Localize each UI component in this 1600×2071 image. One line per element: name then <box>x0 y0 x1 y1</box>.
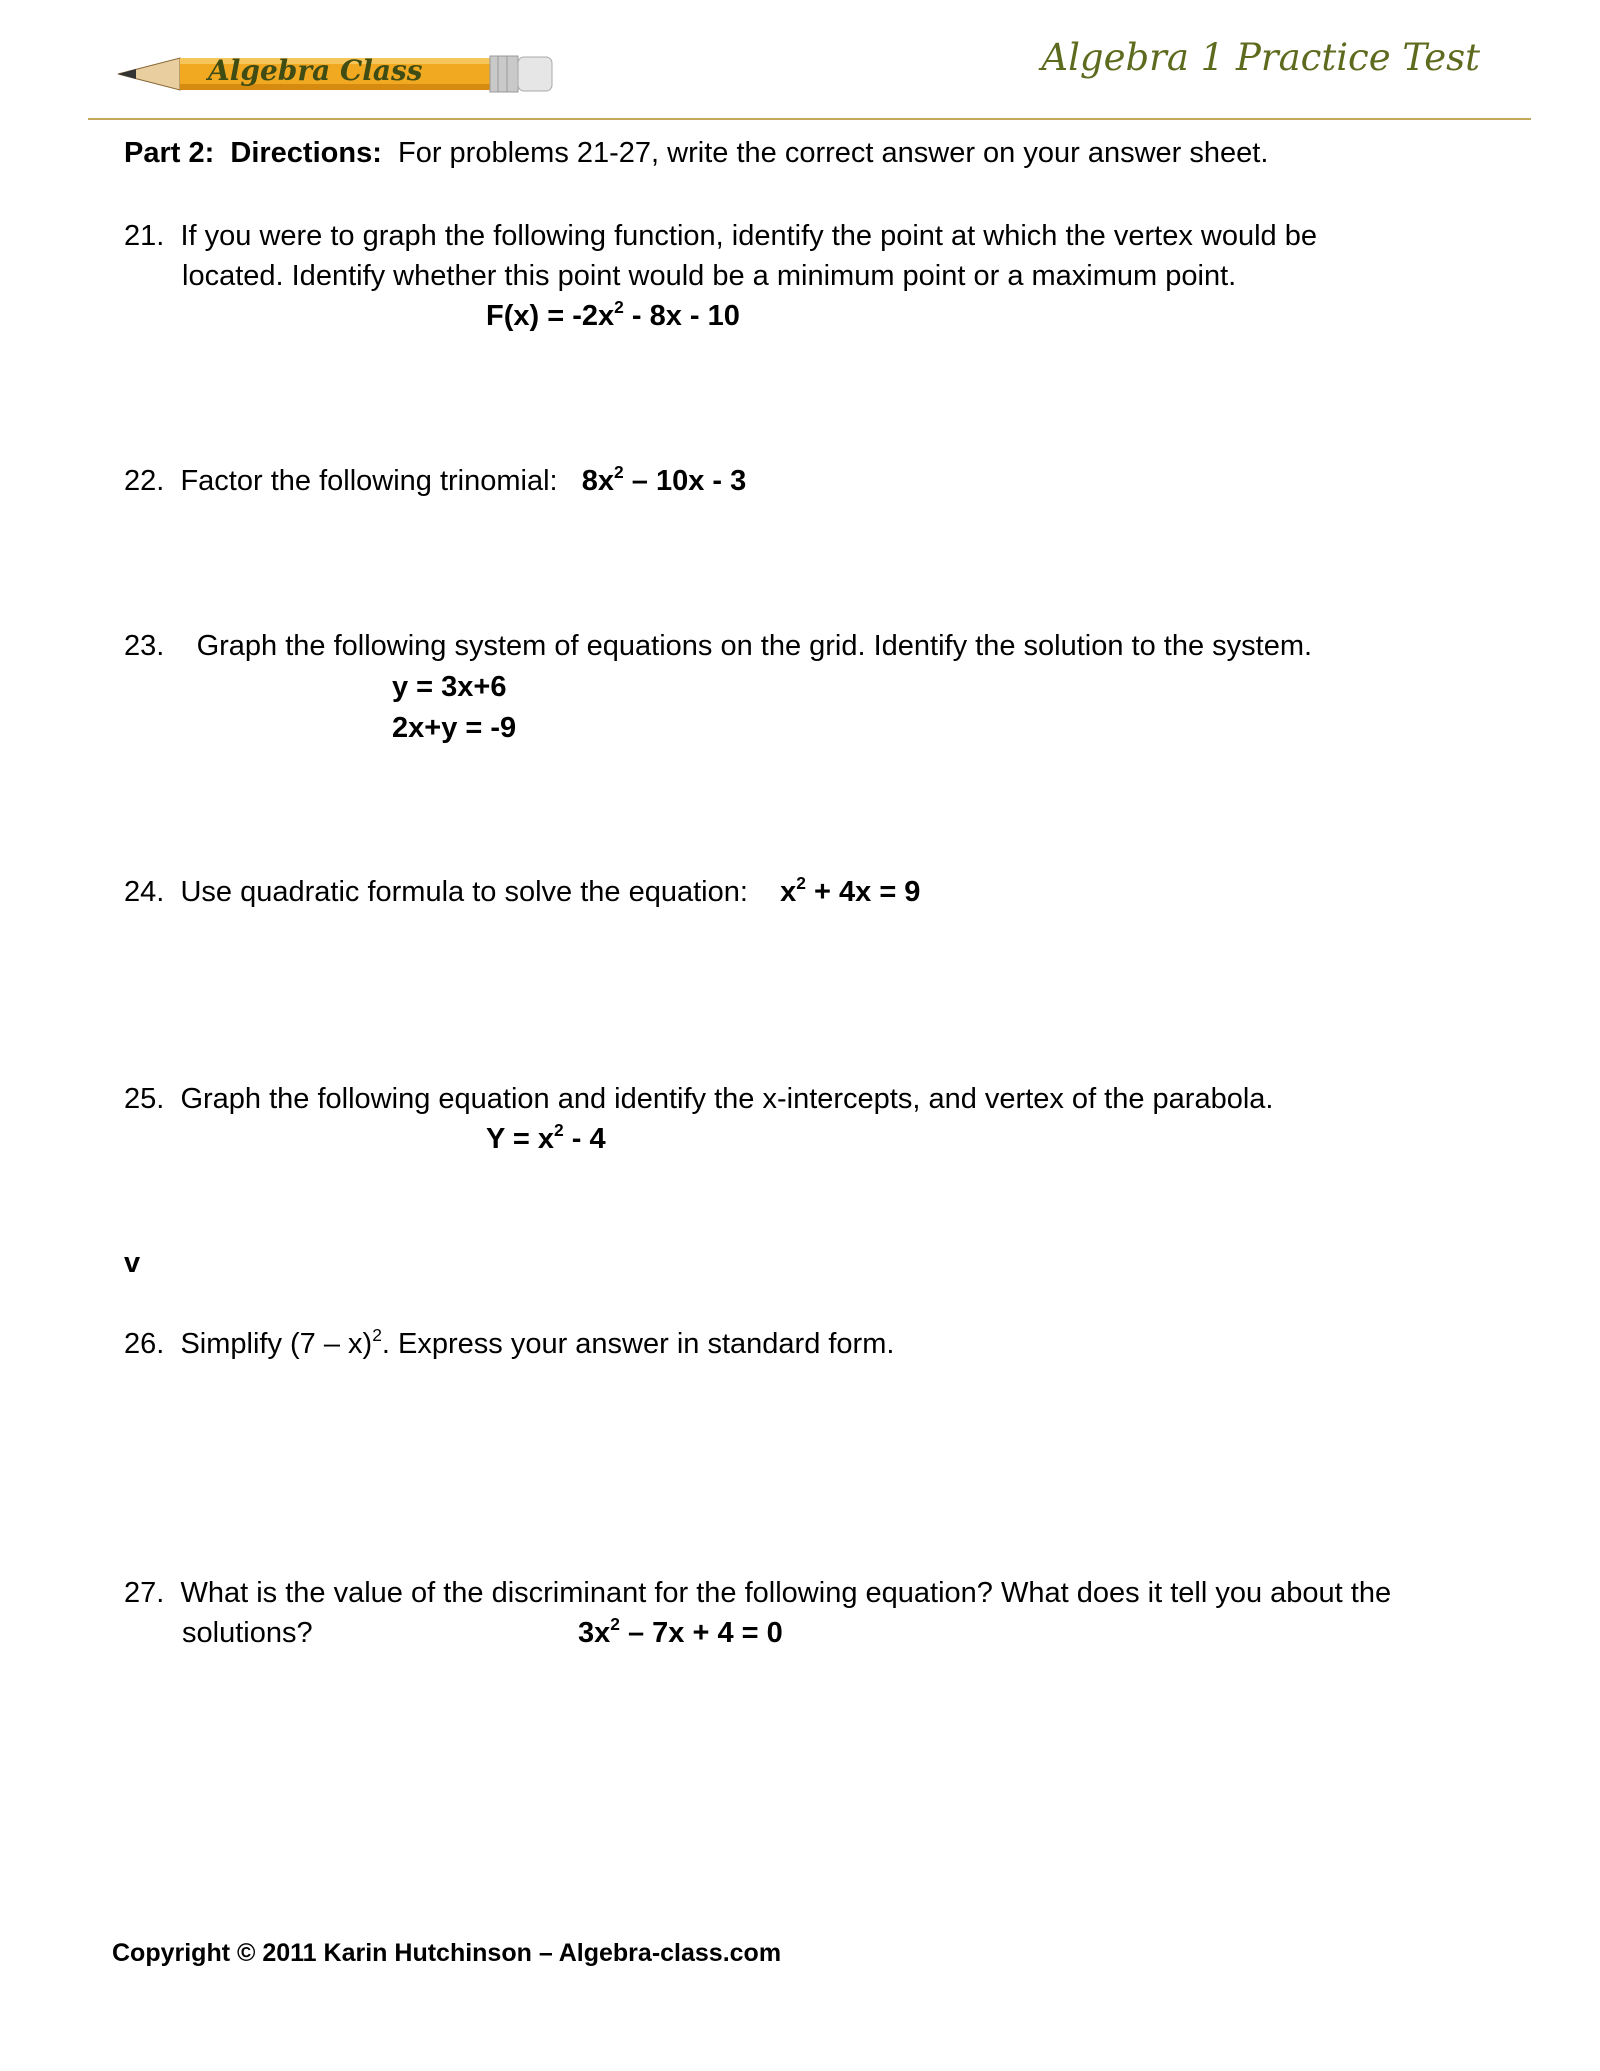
problem-text: Factor the following trinomial: <box>180 465 558 497</box>
problem-25 <box>124 1082 1273 1116</box>
problem-21-line2: located. Identify whether this point would be a minimum point or a maximum point. <box>182 260 1237 292</box>
part-label: Part 2: <box>124 137 215 169</box>
problem-number: 24. <box>124 876 165 908</box>
problem-22-equation: $8x^2 - 10x - 3$ <box>581 462 747 497</box>
problem-text: Graph the following equation and identify the x-intercepts, and vertex of the parabola. <box>180 1083 1274 1115</box>
stray-mark: v <box>124 1247 141 1279</box>
problem-21-equation: $F(x) = -2x^2 - 8x - 10$ <box>486 297 740 332</box>
problem-number: 21. <box>124 220 165 252</box>
problem-text: Simplify (7 – x)$^2$. Express your answer in standard form. <box>180 1325 895 1360</box>
problem-25-equation: $Y = x^2 - 4$ <box>486 1120 606 1155</box>
algebra-class-logo <box>110 40 570 115</box>
problem-24 <box>124 875 920 909</box>
problem-text: What is the value of the discriminant for the following equation? What does it tell you about the <box>180 1577 1392 1609</box>
pencil-icon <box>110 40 570 115</box>
header-divider <box>88 118 1531 120</box>
problem-23-equation-2: 2x+y = -9 <box>392 712 517 744</box>
problem-number: 22. <box>124 465 165 497</box>
directions-label: Directions: <box>230 137 382 169</box>
problem-text: Graph the following system of equations on the grid. Identify the solution to the system. <box>196 630 1313 662</box>
problem-22 <box>124 464 746 498</box>
problem-26 <box>124 1327 894 1361</box>
directions-line <box>124 136 1268 170</box>
problem-27-line2: solutions? <box>182 1617 313 1649</box>
problem-number: 26. <box>124 1328 165 1360</box>
problem-23 <box>124 629 1312 663</box>
problem-text: Use quadratic formula to solve the equation: <box>180 876 748 908</box>
copyright-notice: Copyright © 2011 Karin Hutchinson – Algebra-class.com <box>112 1939 782 1967</box>
problem-number: 25. <box>124 1083 165 1115</box>
problem-number: 23. <box>124 630 165 662</box>
page-title: Algebra 1 Practice Test <box>1041 36 1480 79</box>
problem-24-equation: $x^2 + 4x = 9$ <box>780 873 921 908</box>
problem-27-equation: $3x^2 - 7x + 4 = 0$ <box>578 1614 783 1649</box>
problem-21 <box>124 219 1317 253</box>
problem-27 <box>124 1576 1391 1610</box>
directions-text: For problems 21-27, write the correct answer on your answer sheet. <box>398 137 1269 169</box>
problem-text: If you were to graph the following function, identify the point at which the vertex would be <box>180 220 1317 252</box>
problem-number: 27. <box>124 1577 165 1609</box>
logo-text: Algebra Class <box>208 54 423 87</box>
problem-23-equation-1: y = 3x+6 <box>392 671 507 703</box>
